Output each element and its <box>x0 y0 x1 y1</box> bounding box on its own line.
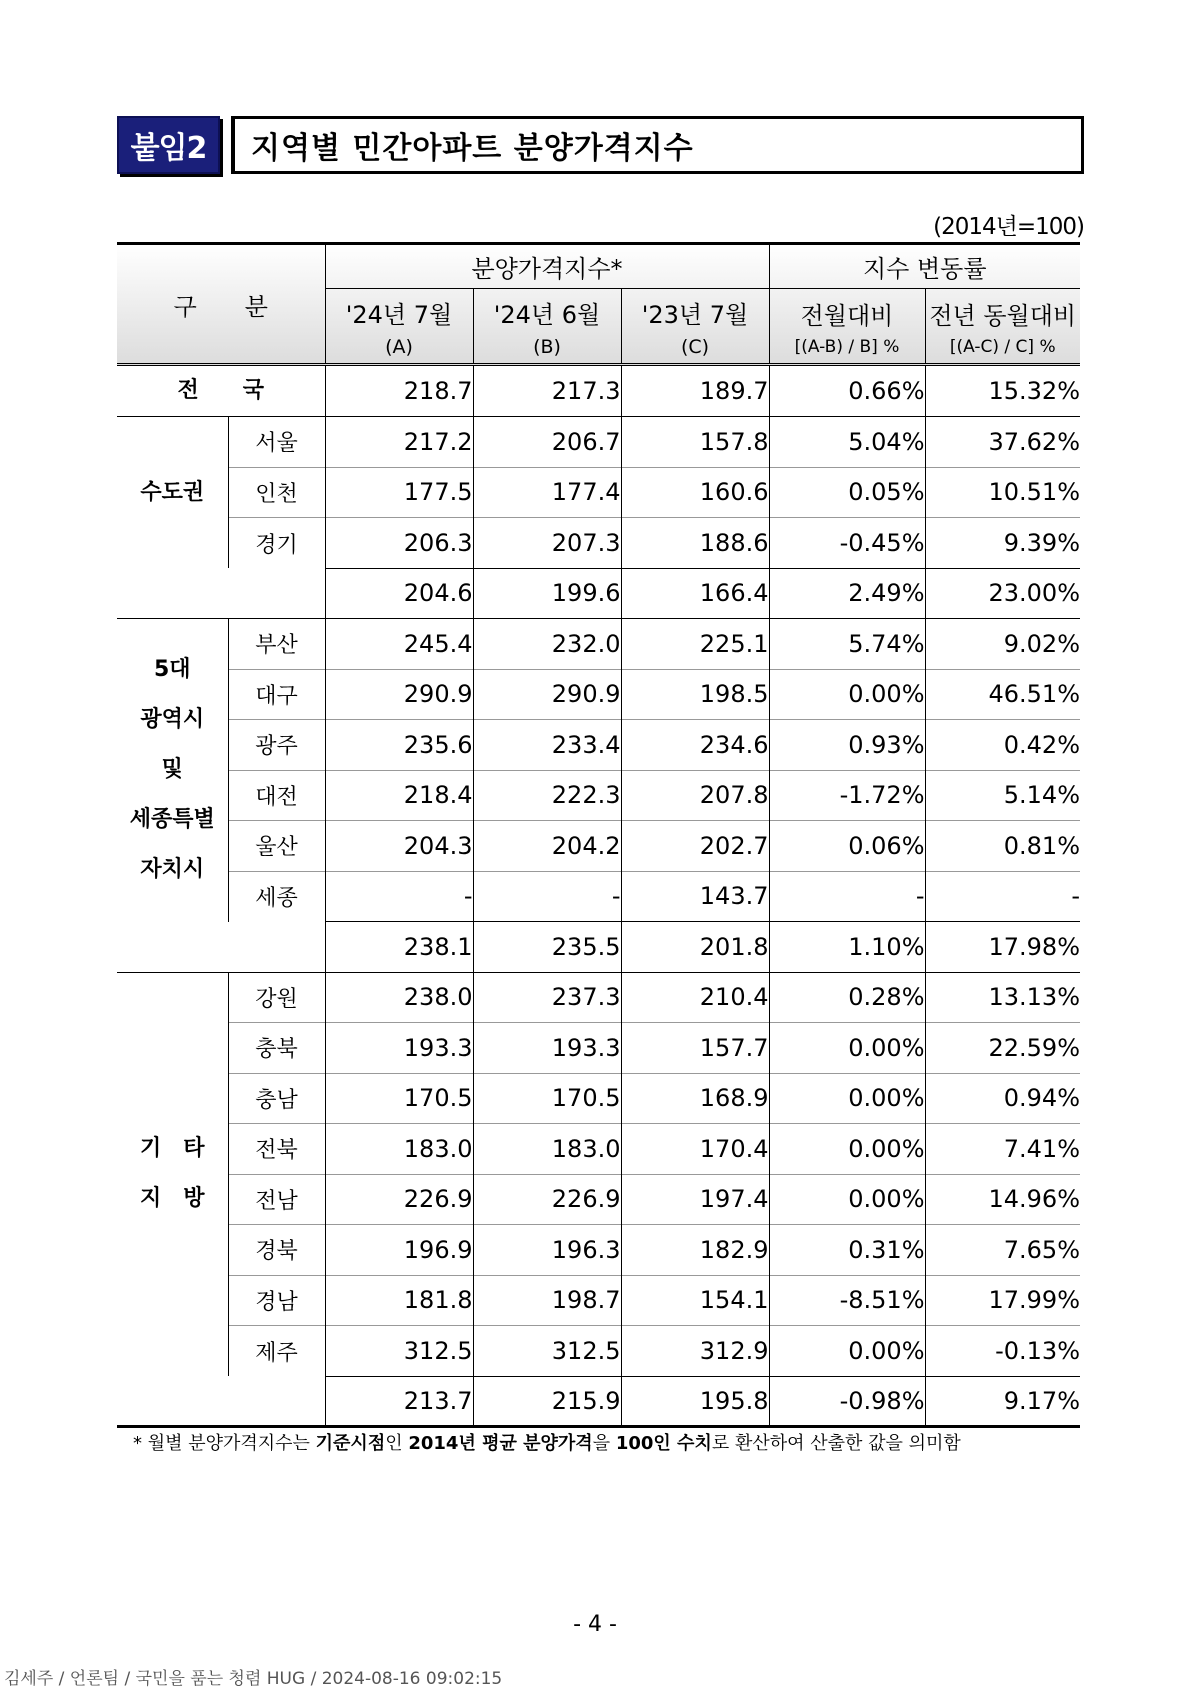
value-cell: 181.8 <box>325 1275 473 1326</box>
value-cell: 226.9 <box>473 1174 621 1225</box>
value-cell: 218.7 <box>325 365 473 417</box>
table-row <box>117 770 1080 821</box>
group-label-line: 기 타 <box>139 1136 205 1162</box>
header-col-label: 전년 동월대비 <box>929 301 1077 330</box>
value-cell: 7.41% <box>925 1124 1080 1175</box>
value-cell: 0.00% <box>769 1124 925 1175</box>
table-row <box>117 1275 1080 1326</box>
region-label: 경기 <box>228 518 325 569</box>
header-col-label: 전월대비 <box>800 301 894 330</box>
value-cell: 5.74% <box>769 619 925 670</box>
header-col-sub: [(A-C) / C] % <box>949 336 1056 357</box>
value-cell: 0.66% <box>769 365 925 417</box>
subtotal-row <box>117 568 1080 619</box>
value-cell: 201.8 <box>621 922 769 973</box>
value-cell: 235.5 <box>473 922 621 973</box>
value-cell: 0.94% <box>925 1073 1080 1124</box>
value-cell: 196.3 <box>473 1225 621 1276</box>
value-cell: - <box>473 871 621 922</box>
value-cell: 9.39% <box>925 518 1080 569</box>
value-cell: 237.3 <box>473 972 621 1023</box>
value-cell: 157.7 <box>621 1023 769 1074</box>
value-cell: 222.3 <box>473 770 621 821</box>
group-label <box>117 619 228 922</box>
value-cell: 225.1 <box>621 619 769 670</box>
value-cell: 210.4 <box>621 972 769 1023</box>
value-cell: 157.8 <box>621 417 769 468</box>
value-cell: 206.3 <box>325 518 473 569</box>
value-cell: -0.45% <box>769 518 925 569</box>
value-cell: 1.10% <box>769 922 925 973</box>
table-row <box>117 1174 1080 1225</box>
value-cell: -1.72% <box>769 770 925 821</box>
table-row <box>117 871 1080 922</box>
value-cell: 202.7 <box>621 821 769 872</box>
header-col-sub: (A) <box>385 335 413 358</box>
national-label: 전 국 <box>177 378 264 403</box>
value-cell: 0.81% <box>925 821 1080 872</box>
header-index-group: 분양가격지수* <box>325 244 769 289</box>
header-col-1 <box>473 289 621 365</box>
region-label: 울산 <box>228 821 325 872</box>
table-row <box>117 467 1080 518</box>
subtotal-label <box>117 922 325 973</box>
table-row <box>117 1073 1080 1124</box>
value-cell: 199.6 <box>473 568 621 619</box>
table-row <box>117 821 1080 872</box>
value-cell: 196.9 <box>325 1225 473 1276</box>
value-cell: 177.5 <box>325 467 473 518</box>
value-cell: 0.93% <box>769 720 925 771</box>
value-cell: 312.5 <box>473 1326 621 1377</box>
table-row <box>117 972 1080 1023</box>
value-cell: 233.4 <box>473 720 621 771</box>
header-col-label: '23년 7월 <box>641 300 749 329</box>
value-cell: 0.00% <box>769 1326 925 1377</box>
value-cell: 22.59% <box>925 1023 1080 1074</box>
header-col-sub: (C) <box>680 335 710 358</box>
header-change-group: 지수 변동률 <box>769 244 1080 289</box>
value-cell: -0.98% <box>769 1376 925 1427</box>
value-cell: -0.13% <box>925 1326 1080 1377</box>
header-col-label: '24년 6월 <box>493 300 601 329</box>
title-block <box>117 116 1084 174</box>
value-cell: 17.99% <box>925 1275 1080 1326</box>
value-cell: - <box>769 871 925 922</box>
value-cell: 195.8 <box>621 1376 769 1427</box>
value-cell: 7.65% <box>925 1225 1080 1276</box>
value-cell: 0.00% <box>769 1073 925 1124</box>
table-row <box>117 1023 1080 1074</box>
value-cell: 177.4 <box>473 467 621 518</box>
region-label: 제주 <box>228 1326 325 1377</box>
value-cell: 188.6 <box>621 518 769 569</box>
table-header <box>117 244 1080 365</box>
value-cell: - <box>325 871 473 922</box>
value-cell: 238.0 <box>325 972 473 1023</box>
value-cell: 0.00% <box>769 1174 925 1225</box>
value-cell: 290.9 <box>473 669 621 720</box>
table-row <box>117 1326 1080 1377</box>
group-label-line: 세종특별 <box>129 807 215 833</box>
region-label: 충남 <box>228 1073 325 1124</box>
value-cell: 2.49% <box>769 568 925 619</box>
value-cell: 9.02% <box>925 619 1080 670</box>
value-cell: 197.4 <box>621 1174 769 1225</box>
value-cell: 0.42% <box>925 720 1080 771</box>
value-cell: 168.9 <box>621 1073 769 1124</box>
value-cell: 182.9 <box>621 1225 769 1276</box>
value-cell: 218.4 <box>325 770 473 821</box>
region-label: 서울 <box>228 417 325 468</box>
region-label: 경남 <box>228 1275 325 1326</box>
value-cell: 193.3 <box>325 1023 473 1074</box>
price-index-table <box>117 242 1080 1428</box>
subtotal-label <box>117 1376 325 1427</box>
header-col-3 <box>769 289 925 365</box>
table-row <box>117 518 1080 569</box>
value-cell: 290.9 <box>325 669 473 720</box>
value-cell: - <box>925 871 1080 922</box>
value-cell: 215.9 <box>473 1376 621 1427</box>
group-label <box>117 417 228 569</box>
header-col-sub: (B) <box>533 335 561 358</box>
value-cell: 245.4 <box>325 619 473 670</box>
value-cell: 0.00% <box>769 669 925 720</box>
value-cell: 189.7 <box>621 365 769 417</box>
group-label-line: 수도권 <box>140 479 205 505</box>
value-cell: 312.5 <box>325 1326 473 1377</box>
value-cell: 0.28% <box>769 972 925 1023</box>
value-cell: 9.17% <box>925 1376 1080 1427</box>
value-cell: 234.6 <box>621 720 769 771</box>
header-col-4 <box>925 289 1080 365</box>
table-row <box>117 1124 1080 1175</box>
subtotal-row <box>117 922 1080 973</box>
region-label: 강원 <box>228 972 325 1023</box>
region-label: 세종 <box>228 871 325 922</box>
header-col-2 <box>621 289 769 365</box>
group-label-line: 자치시 <box>140 857 205 883</box>
header-col-0 <box>325 289 473 365</box>
value-cell: 14.96% <box>925 1174 1080 1225</box>
group-label-line: 광역시 <box>140 707 205 733</box>
value-cell: 37.62% <box>925 417 1080 468</box>
header-col-sub: [(A-B) / B] % <box>794 336 900 357</box>
value-cell: 170.4 <box>621 1124 769 1175</box>
value-cell: 193.3 <box>473 1023 621 1074</box>
attachment-badge: 붙임2 <box>117 116 220 174</box>
value-cell: 183.0 <box>473 1124 621 1175</box>
region-label: 충북 <box>228 1023 325 1074</box>
value-cell: 204.3 <box>325 821 473 872</box>
table-row <box>117 619 1080 670</box>
document-title: 지역별 민간아파트 분양가격지수 <box>231 116 1084 174</box>
value-cell: 170.5 <box>473 1073 621 1124</box>
value-cell: 204.2 <box>473 821 621 872</box>
value-cell: 154.1 <box>621 1275 769 1326</box>
group-label <box>117 972 228 1376</box>
value-cell: 166.4 <box>621 568 769 619</box>
value-cell: -8.51% <box>769 1275 925 1326</box>
value-cell: 143.7 <box>621 871 769 922</box>
group-label-line: 5대 <box>153 657 191 683</box>
value-cell: 206.7 <box>473 417 621 468</box>
table-row <box>117 720 1080 771</box>
value-cell: 235.6 <box>325 720 473 771</box>
region-label: 광주 <box>228 720 325 771</box>
value-cell: 204.6 <box>325 568 473 619</box>
table-row <box>117 417 1080 468</box>
value-cell: 0.00% <box>769 1023 925 1074</box>
value-cell: 198.7 <box>473 1275 621 1326</box>
national-row <box>117 365 1080 417</box>
value-cell: 46.51% <box>925 669 1080 720</box>
value-cell: 198.5 <box>621 669 769 720</box>
table-row <box>117 1225 1080 1276</box>
group-label-line: 및 <box>161 757 183 783</box>
value-cell: 160.6 <box>621 467 769 518</box>
table-row <box>117 669 1080 720</box>
footer-watermark: 김세주 / 언론팀 / 국민을 품는 청렴 HUG / 2024-08-16 09:02:15 <box>4 1669 503 1689</box>
value-cell: 207.8 <box>621 770 769 821</box>
value-cell: 213.7 <box>325 1376 473 1427</box>
region-label: 대전 <box>228 770 325 821</box>
value-cell: 23.00% <box>925 568 1080 619</box>
value-cell: 0.05% <box>769 467 925 518</box>
value-cell: 0.31% <box>769 1225 925 1276</box>
value-cell: 0.06% <box>769 821 925 872</box>
table-body <box>117 365 1080 1427</box>
region-label: 인천 <box>228 467 325 518</box>
value-cell: 226.9 <box>325 1174 473 1225</box>
value-cell: 217.3 <box>473 365 621 417</box>
value-cell: 5.04% <box>769 417 925 468</box>
region-label: 부산 <box>228 619 325 670</box>
value-cell: 5.14% <box>925 770 1080 821</box>
region-label: 전남 <box>228 1174 325 1225</box>
value-cell: 17.98% <box>925 922 1080 973</box>
unit-note: (2014년=100) <box>933 214 1084 240</box>
subtotal-label <box>117 568 325 619</box>
subtotal-row <box>117 1376 1080 1427</box>
region-label: 대구 <box>228 669 325 720</box>
value-cell: 15.32% <box>925 365 1080 417</box>
region-label: 경북 <box>228 1225 325 1276</box>
header-col-label: '24년 7월 <box>345 300 453 329</box>
value-cell: 207.3 <box>473 518 621 569</box>
value-cell: 170.5 <box>325 1073 473 1124</box>
header-category: 구 분 <box>173 292 268 321</box>
value-cell: 10.51% <box>925 467 1080 518</box>
value-cell: 13.13% <box>925 972 1080 1023</box>
footnote: * 월별 분양가격지수는 기준시점인 2014년 평균 분양가격을 100인 수치로 환산하여 산출한 값을 의미함 <box>133 1433 961 1454</box>
value-cell: 217.2 <box>325 417 473 468</box>
value-cell: 312.9 <box>621 1326 769 1377</box>
value-cell: 183.0 <box>325 1124 473 1175</box>
region-label: 전북 <box>228 1124 325 1175</box>
group-label-line: 지 방 <box>139 1186 205 1212</box>
value-cell: 238.1 <box>325 922 473 973</box>
page-number: - 4 - <box>573 1612 617 1637</box>
value-cell: 232.0 <box>473 619 621 670</box>
